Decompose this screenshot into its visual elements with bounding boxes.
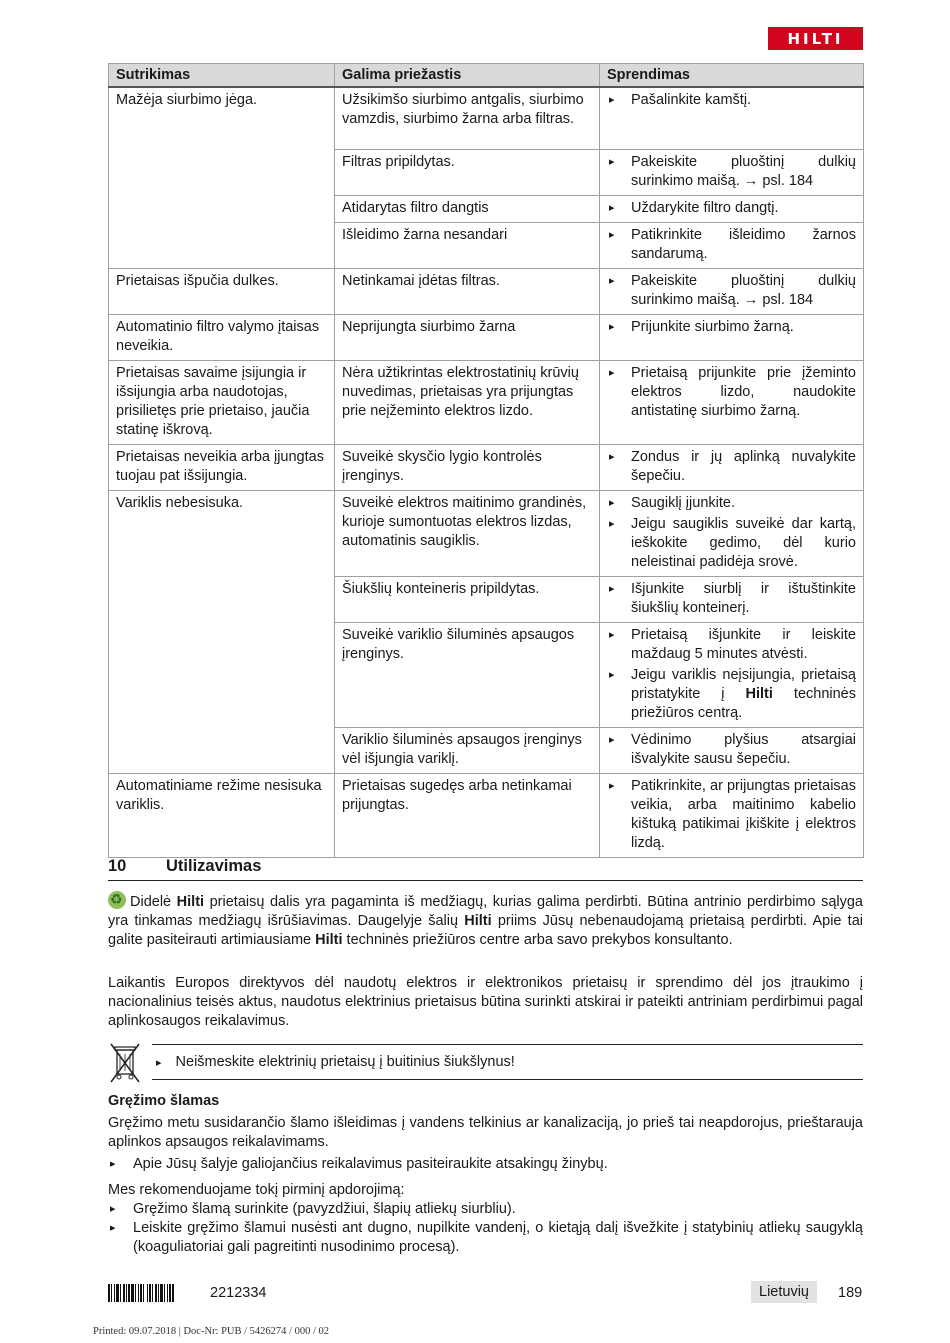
solution-item: ▸ Prietaisą išjunkite ir leiskite maždaug 5 minutes atvėsti. (607, 626, 856, 664)
cause-cell: Suveikė variklio šiluminės apsaugos įrenginys. (335, 623, 600, 728)
solution-item: ▸ Zondus ir jų aplinką nuvalykite šepečiu. (607, 448, 856, 486)
problem-cell: Automatinio filtro valymo įtaisas neveikia. (109, 315, 335, 361)
document-number: 2212334 (210, 1285, 267, 1301)
print-info: Printed: 09.07.2018 | Doc-Nr: PUB / 5426274 / 000 / 02 (93, 1326, 330, 1337)
table-header-row (109, 64, 864, 87)
sludge-steps-list (108, 1200, 863, 1257)
list-item: ▸ Gręžimo šlamą surinkite (pavyzdžiui, šlapių atliekų siurbliu). (108, 1200, 863, 1219)
list-item: ▸ Leiskite gręžimo šlamui nusėsti ant dugno, nupilkite vandenį, o kietąją dalį išvežkite į statybinių atliekų saugyklą (koaguliatoriai gali pagreitinti nusodinimo procesą). (108, 1219, 863, 1257)
solution-item: ▸ Jeigu variklis neįsijungia, prietaisą pristatykite į Hilti techninės priežiūros centrą. (607, 666, 856, 723)
language-label: Lietuvių (751, 1281, 817, 1303)
cause-cell: Šiukšlių konteineris pripildytas. (335, 577, 600, 623)
solution-cell (600, 223, 864, 269)
list-item: ▸ Apie Jūsų šalyje galiojančius reikalavimus pasiteiraukite atsakingų žinybų. (108, 1155, 863, 1174)
warning-text: Neišmeskite elektrinių prietaisų į buitinius šiukšlynus! (175, 1054, 515, 1070)
solution-list (607, 494, 856, 572)
barcode (108, 1284, 190, 1302)
problem-cell: Prietaisas savaime įsijungia ir išsijungia arba naudotojas, prisilietęs prie prietaiso, jaučia statinę iškrovą. (109, 361, 335, 445)
solution-cell (600, 445, 864, 491)
hilti-logo: HILTI (768, 27, 863, 50)
table-row (109, 491, 864, 577)
solution-cell (600, 196, 864, 223)
bullet-arrow-icon: ▸ (156, 1056, 162, 1069)
table-row (109, 774, 864, 858)
table-row (109, 87, 864, 150)
solution-item: ▸ Pakeiskite pluoštinį dulkių surinkimo maišą. → psl. 184 (607, 153, 856, 191)
problem-cell: Prietaisas išpučia dulkes. (109, 269, 335, 315)
solution-item: ▸ Jeigu saugiklis suveikė dar kartą, ieškokite gedimo, dėl kurio neleistinai padidėja srovė. (607, 515, 856, 572)
solution-list (607, 580, 856, 618)
solution-cell (600, 577, 864, 623)
solution-item: ▸ Išjunkite siurblį ir ištuštinkite šiukšlių konteinerį. (607, 580, 856, 618)
cause-cell: Suveikė elektros maitinimo grandinės, kurioje sumontuotas elektros lizdas, automatinis saugiklis. (335, 491, 600, 577)
cause-cell: Prietaisas sugedęs arba netinkamai prijungtas. (335, 774, 600, 858)
sludge-intro: Mes rekomenduojame tokį pirminį apdorojimą: (108, 1182, 405, 1198)
section-heading (108, 857, 863, 881)
cause-cell: Užsikimšo siurbimo antgalis, siurbimo vamzdis, siurbimo žarna arba filtras. (335, 87, 600, 150)
subsection-title: Gręžimo šlamas (108, 1093, 220, 1109)
table-row (109, 315, 864, 361)
sludge-bullet-list (108, 1155, 863, 1174)
column-header: Galima priežastis (335, 64, 600, 87)
solution-cell (600, 728, 864, 774)
recycling-text: Didelė Hilti prietaisų dalis yra pagaminta iš medžiagų, kurias galima perdirbti. Būtina antrinio perdirbimo sąlyga yra tinkamas medžiagų išrūšiavimas. Daugelyje šalių Hilti priims Jūsų nebenaudojamą prietaisą perdirbti. Apie tai galite pasiteirauti artimiausiame Hilti techninės priežiūros centre arba savo prekybos konsultanto. (108, 894, 864, 948)
solution-cell (600, 315, 864, 361)
page-number: 189 (838, 1285, 863, 1301)
solution-item: ▸ Patikrinkite išleidimo žarnos sandarumą. (607, 226, 856, 264)
cause-cell: Suveikė skysčio lygio kontrolės įrenginys. (335, 445, 600, 491)
solution-item: ▸ Prijunkite siurbimo žarną. (607, 318, 856, 337)
weee-paragraph: Laikantis Europos direktyvos dėl naudotų elektros ir elektronikos prietaisų ir sprendimo dėl jos įtraukimo į nacionalinius teisės aktus, naudotus elektrinius prietaisus būtina surinkti atskirai ir pateikti antriniam perdirbimui pagal aplinkosaugos reikalavimus. (108, 975, 863, 1029)
column-header: Sutrikimas (109, 64, 335, 87)
solution-item: ▸ Uždarykite filtro dangtį. (607, 199, 856, 218)
solution-list (607, 448, 856, 486)
solution-list (607, 777, 856, 853)
solution-item: ▸ Patikrinkite, ar prijungtas prietaisas veikia, arba maitinimo kabelio kištuką patikimai įkiškite į elektros lizdą. (607, 777, 856, 853)
table-row (109, 445, 864, 491)
solution-list (607, 199, 856, 218)
solution-cell (600, 87, 864, 150)
sludge-text: Gręžimo metu susidarančio šlamo išleidimas į vandens telkinius ar kanalizaciją, jo prieš tai neapdorojus, prieštarauja aplinkos apsaugos reikalavimams. (108, 1115, 863, 1150)
cause-cell: Netinkamai įdėtas filtras. (335, 269, 600, 315)
cause-cell: Nėra užtikrintas elektrostatinių krūvių nuvedimas, prietaisas yra prijungtas prie neįžeminto elektros lizdo. (335, 361, 600, 445)
recycle-icon (108, 891, 126, 909)
solution-list (607, 364, 856, 421)
solution-cell (600, 491, 864, 577)
solution-list (607, 153, 856, 191)
cause-cell: Išleidimo žarna nesandari (335, 223, 600, 269)
disposal-warning (108, 1040, 863, 1086)
section-number: 10 (108, 857, 127, 875)
solution-list (607, 91, 856, 110)
column-header: Sprendimas (600, 64, 864, 87)
solution-item: ▸ Pakeiskite pluoštinį dulkių surinkimo maišą. → psl. 184 (607, 272, 856, 310)
solution-item: ▸ Pašalinkite kamštį. (607, 91, 856, 110)
solution-cell (600, 623, 864, 728)
solution-list (607, 626, 856, 723)
problem-cell: Prietaisas neveikia arba įjungtas tuojau pat išsijungia. (109, 445, 335, 491)
solution-cell (600, 269, 864, 315)
cause-cell: Neprijungta siurbimo žarna (335, 315, 600, 361)
cause-cell: Variklio šiluminės apsaugos įrenginys vėl išjungia variklį. (335, 728, 600, 774)
troubleshooting-table (108, 63, 864, 858)
cause-cell: Filtras pripildytas. (335, 150, 600, 196)
problem-cell: Variklis nebesisuka. (109, 491, 335, 774)
solution-cell (600, 150, 864, 196)
problem-cell: Automatiniame režime nesisuka variklis. (109, 774, 335, 858)
solution-item: ▸ Vėdinimo plyšius atsargiai išvalykite sausu šepečiu. (607, 731, 856, 769)
crossed-bin-icon (108, 1040, 142, 1086)
table-row (109, 361, 864, 445)
recycling-paragraph (108, 891, 863, 950)
solution-list (607, 272, 856, 310)
solution-list (607, 731, 856, 769)
solution-cell (600, 774, 864, 858)
solution-list (607, 226, 856, 264)
solution-cell (600, 361, 864, 445)
cause-cell: Atidarytas filtro dangtis (335, 196, 600, 223)
solution-item: ▸ Saugiklį įjunkite. (607, 494, 856, 513)
solution-list (607, 318, 856, 337)
problem-cell: Mažėja siurbimo jėga. (109, 87, 335, 269)
solution-item: ▸ Prietaisą prijunkite prie įžeminto elektros lizdo, naudokite antistatinę siurbimo žarną. (607, 364, 856, 421)
section-title: Utilizavimas (166, 857, 262, 875)
table-row (109, 269, 864, 315)
